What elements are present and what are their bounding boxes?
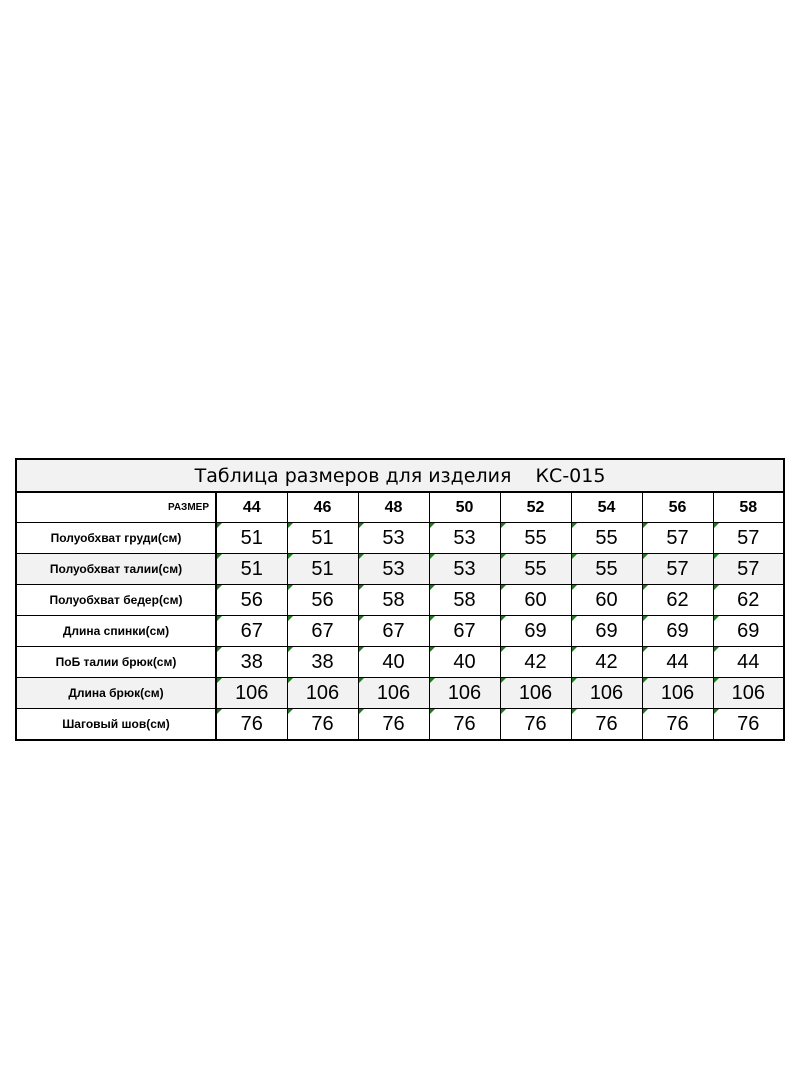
measurement-cell: 76: [713, 709, 784, 741]
measurement-cell: 44: [642, 647, 713, 678]
size-header-cell: 50: [429, 492, 500, 523]
measurement-cell: 51: [287, 523, 358, 554]
measurement-cell: 40: [429, 647, 500, 678]
measurement-cell: 51: [216, 554, 287, 585]
measurement-cell: 76: [358, 709, 429, 741]
table-title: [16, 459, 784, 492]
row-label: Длина спинки(см): [16, 616, 216, 647]
title-row: [16, 459, 784, 492]
measurement-cell: 76: [216, 709, 287, 741]
measurement-cell: 38: [287, 647, 358, 678]
measurement-cell: 42: [500, 647, 571, 678]
measurement-cell: 53: [358, 554, 429, 585]
table-row: [16, 678, 784, 709]
size-header-label: РАЗМЕР: [16, 492, 216, 523]
measurement-cell: 58: [358, 585, 429, 616]
measurement-cell: 69: [713, 616, 784, 647]
measurement-cell: 76: [642, 709, 713, 741]
measurement-cell: 55: [571, 554, 642, 585]
measurement-cell: 57: [642, 554, 713, 585]
measurement-cell: 38: [216, 647, 287, 678]
measurement-cell: 60: [500, 585, 571, 616]
measurement-cell: 76: [287, 709, 358, 741]
measurement-cell: 69: [571, 616, 642, 647]
header-row: [16, 492, 784, 523]
measurement-cell: 106: [216, 678, 287, 709]
measurement-cell: 44: [713, 647, 784, 678]
measurement-cell: 67: [358, 616, 429, 647]
table-row: [16, 554, 784, 585]
size-chart-table: [15, 458, 785, 741]
measurement-cell: 57: [713, 523, 784, 554]
measurement-cell: 53: [429, 554, 500, 585]
measurement-cell: 55: [571, 523, 642, 554]
measurement-cell: 106: [500, 678, 571, 709]
table-row: [16, 647, 784, 678]
row-label: Полуобхват бедер(см): [16, 585, 216, 616]
row-label: Шаговый шов(см): [16, 709, 216, 741]
measurement-cell: 51: [216, 523, 287, 554]
measurement-cell: 57: [713, 554, 784, 585]
measurement-cell: 67: [216, 616, 287, 647]
measurement-cell: 55: [500, 523, 571, 554]
measurement-cell: 56: [216, 585, 287, 616]
table-row: [16, 523, 784, 554]
measurement-cell: 106: [642, 678, 713, 709]
measurement-cell: 69: [500, 616, 571, 647]
measurement-cell: 60: [571, 585, 642, 616]
row-label: Полуобхват талии(см): [16, 554, 216, 585]
size-header-cell: 44: [216, 492, 287, 523]
table-row: [16, 616, 784, 647]
measurement-cell: 67: [429, 616, 500, 647]
measurement-cell: 56: [287, 585, 358, 616]
measurement-cell: 106: [358, 678, 429, 709]
measurement-cell: 51: [287, 554, 358, 585]
measurement-cell: 40: [358, 647, 429, 678]
row-label: ПоБ талии брюк(см): [16, 647, 216, 678]
size-header-cell: 58: [713, 492, 784, 523]
measurement-cell: 42: [571, 647, 642, 678]
row-label: Длина брюк(см): [16, 678, 216, 709]
measurement-cell: 55: [500, 554, 571, 585]
measurement-cell: 106: [713, 678, 784, 709]
measurement-cell: 106: [429, 678, 500, 709]
measurement-cell: 76: [571, 709, 642, 741]
measurement-cell: 76: [500, 709, 571, 741]
table-title-text: Таблица размеров для изделия КС-015: [194, 464, 606, 487]
size-header-cell: 48: [358, 492, 429, 523]
table-row: [16, 585, 784, 616]
measurement-cell: 53: [429, 523, 500, 554]
measurement-cell: 67: [287, 616, 358, 647]
size-header-cell: 54: [571, 492, 642, 523]
size-header-cell: 52: [500, 492, 571, 523]
measurement-cell: 57: [642, 523, 713, 554]
measurement-cell: 53: [358, 523, 429, 554]
measurement-cell: 106: [287, 678, 358, 709]
table-row: [16, 709, 784, 741]
measurement-cell: 58: [429, 585, 500, 616]
measurement-cell: 69: [642, 616, 713, 647]
measurement-cell: 76: [429, 709, 500, 741]
size-header-cell: 56: [642, 492, 713, 523]
measurement-cell: 106: [571, 678, 642, 709]
row-label: Полуобхват груди(см): [16, 523, 216, 554]
size-header-cell: 46: [287, 492, 358, 523]
measurement-cell: 62: [713, 585, 784, 616]
measurement-cell: 62: [642, 585, 713, 616]
